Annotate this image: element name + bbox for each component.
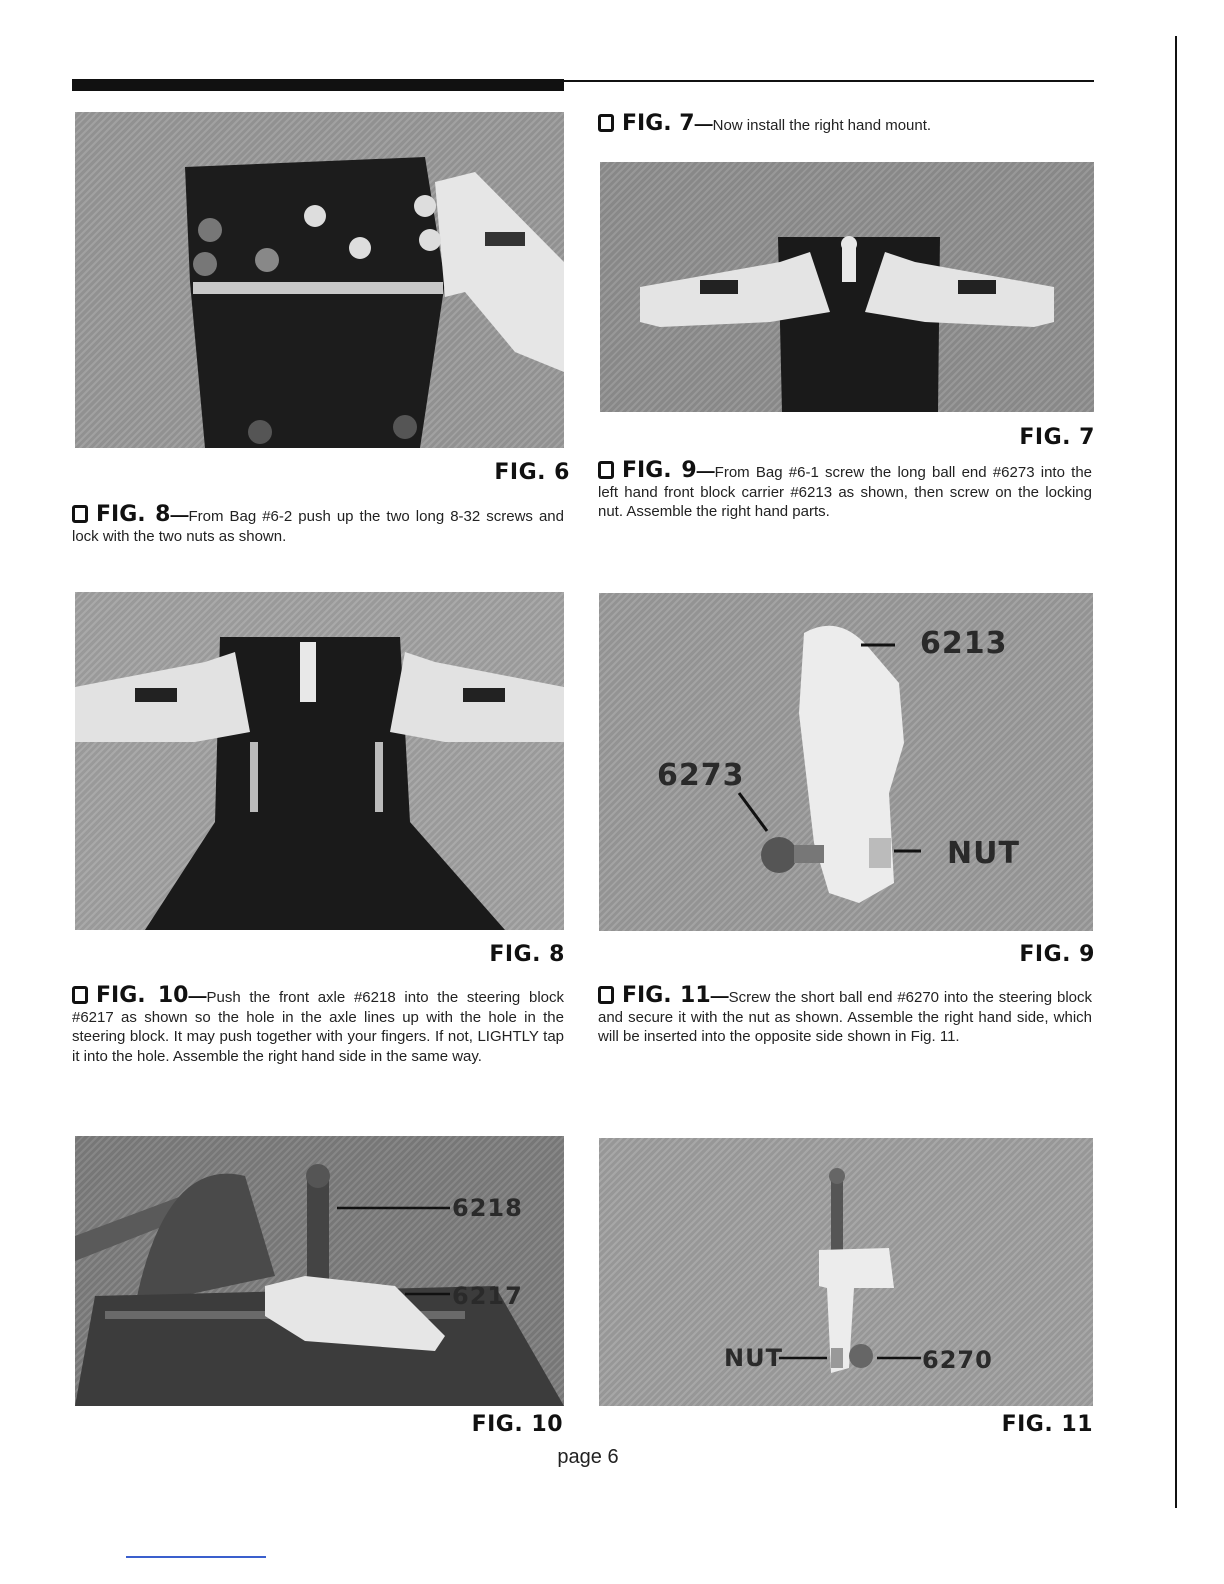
checkbox-icon[interactable] bbox=[72, 986, 88, 1004]
fig10-illustration bbox=[75, 1136, 564, 1406]
fig7-caption-ref: FIG. 7 bbox=[622, 111, 695, 136]
fig8-label: FIG. 8 bbox=[489, 942, 565, 967]
fig10-callout-6217: 6217 bbox=[452, 1282, 523, 1310]
fig10-label: FIG. 10 bbox=[471, 1412, 563, 1437]
fig8-caption: FIG. 8—From Bag #6-2 push up the two long 8-32 screws and lock with the two nuts as shown. bbox=[72, 502, 564, 545]
fig7-label: FIG. 7 bbox=[1019, 425, 1095, 450]
fig9-callout-6213: 6213 bbox=[920, 626, 1008, 661]
fig11-illustration bbox=[599, 1138, 1093, 1406]
fig8-illustration bbox=[75, 592, 564, 930]
fig9-label: FIG. 9 bbox=[1019, 942, 1095, 967]
fig7-photo bbox=[600, 162, 1094, 412]
checkbox-icon[interactable] bbox=[598, 461, 614, 479]
fig11-caption: FIG. 11—Screw the short ball end #6270 into the steering block and secure it with the nut as shown. Assemble the right hand side, which will be inserted into the opposite side shown in Fig. 11. bbox=[598, 983, 1092, 1045]
fig11-callout-6270: 6270 bbox=[922, 1346, 993, 1374]
fig6-photo bbox=[75, 112, 564, 448]
fig8-caption-ref: FIG. 8 bbox=[96, 502, 171, 527]
fig11-callout-nut: NUT bbox=[724, 1344, 783, 1372]
fig7-caption-text: Now install the right hand mount. bbox=[712, 117, 932, 134]
fig10-caption: FIG. 10—Push the front axle #6218 into the steering block #6217 as shown so the hole in the axle lines up with the hole in the steering block. It may push together with your fingers. If not, LIGHTLY tap it into the hole. Assemble the right hand side in the same way. bbox=[72, 983, 564, 1065]
fig11-photo bbox=[599, 1138, 1093, 1406]
fig9-caption-text: From Bag #6-1 screw the long ball end #6273 into the left hand front block carrier #6213 as shown, then screw on the locking nut. Assemble the right hand parts. bbox=[598, 464, 1092, 520]
checkbox-icon[interactable] bbox=[598, 986, 614, 1004]
header-rule-thick bbox=[72, 79, 564, 91]
page-edge-line bbox=[1175, 36, 1177, 1508]
fig7-caption: FIG. 7—Now install the right hand mount. bbox=[598, 114, 1092, 136]
fig11-caption-text: Screw the short ball end #6270 into the steering block and secure it with the nut as shown. Assemble the right hand side, which will be inserted into the opposite side shown in Fig. 11. bbox=[598, 989, 1092, 1045]
fig10-photo bbox=[75, 1136, 564, 1406]
fig11-label: FIG. 11 bbox=[1001, 1412, 1093, 1437]
fig8-caption-text: From Bag #6-2 push up the two long 8-32 screws and lock with the two nuts as shown. bbox=[72, 508, 564, 545]
fig10-caption-text: Push the front axle #6218 into the steering block #6217 as shown so the hole in the axle lines up with the hole in the steering block. It may push together with your fingers. If not, LIGHTLY tap it into the hole. Assemble the right hand side in the same way. bbox=[72, 989, 564, 1065]
fig9-callout-6273: 6273 bbox=[657, 758, 745, 793]
fig6-label: FIG. 6 bbox=[494, 460, 570, 485]
fig7-illustration bbox=[600, 162, 1094, 412]
fig9-callout-nut: NUT bbox=[947, 836, 1020, 871]
fig10-caption-ref: FIG. 10 bbox=[96, 983, 189, 1008]
fig9-caption: FIG. 9—From Bag #6-1 screw the long ball end #6273 into the left hand front block carrier #6213 as shown, then screw on the locking nut. Assemble the right hand parts. bbox=[598, 458, 1092, 520]
fig10-callout-6218: 6218 bbox=[452, 1194, 523, 1222]
fig6-illustration bbox=[75, 112, 564, 448]
fig9-caption-ref: FIG. 9 bbox=[622, 458, 697, 483]
checkbox-icon[interactable] bbox=[72, 505, 88, 523]
fig8-photo bbox=[75, 592, 564, 930]
footer-link-underline[interactable] bbox=[126, 1556, 266, 1558]
fig11-caption-ref: FIG. 11 bbox=[622, 983, 711, 1008]
page-number: page 6 bbox=[557, 1446, 619, 1468]
checkbox-icon[interactable] bbox=[598, 114, 614, 132]
header-rule-thin bbox=[564, 80, 1094, 82]
